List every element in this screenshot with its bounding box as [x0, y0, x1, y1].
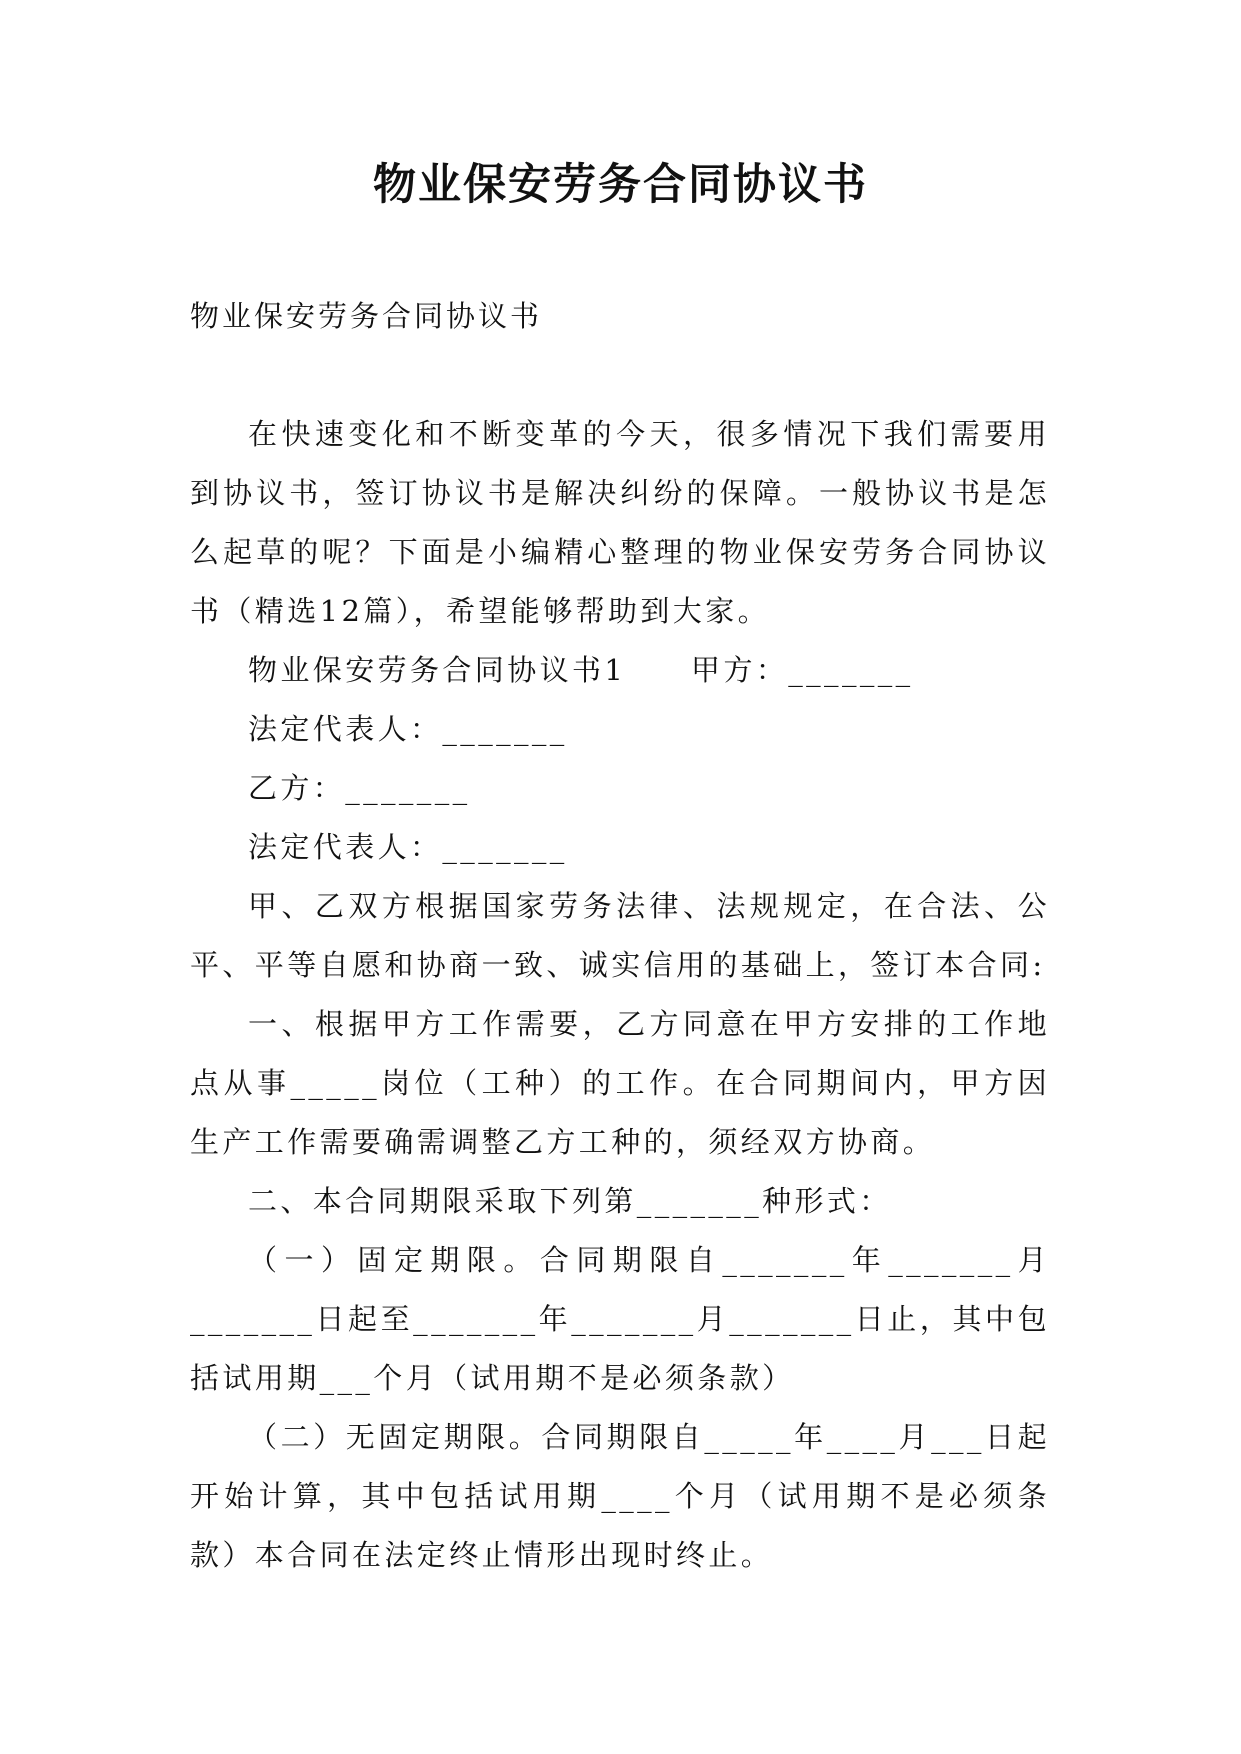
paragraph-party-b-rep: 法定代表人：_______: [248, 830, 568, 864]
paragraph-clause-2-1: （一）固定期限。合同期限自_______年_______月_______日起至_______年_______月_______日止，其中包括试用期___个月（试用期不是必须条款）: [190, 1243, 1050, 1395]
paragraph-clause-2: 二、本合同期限采取下列第_______种形式：: [248, 1184, 892, 1218]
paragraph-clause-1: 一、根据甲方工作需要，乙方同意在甲方安排的工作地点从事_____岗位（工种）的工作。在合同期间内，甲方因生产工作需要确需调整乙方工种的，须经双方协商。: [190, 1007, 1050, 1159]
document-subtitle: 物业保安劳务合同协议书: [190, 299, 543, 333]
paragraph-party-a-rep: 法定代表人：_______: [248, 712, 568, 746]
document-title: 物业保安劳务合同协议书: [373, 160, 868, 210]
document-body: [190, 405, 1050, 1585]
paragraph-intro: 在快速变化和不断变革的今天，很多情况下我们需要用到协议书，签订协议书是解决纠纷的保障。一般协议书是怎么起草的呢？下面是小编精心整理的物业保安劳务合同协议书（精选12篇），希望能够帮助到大家。: [190, 417, 1050, 628]
paragraph-preamble: 甲、乙双方根据国家劳务法律、法规规定，在合法、公平、平等自愿和协商一致、诚实信用的基础上，签订本合同:: [190, 889, 1050, 982]
paragraph-party-b: 乙方：_______: [248, 771, 471, 805]
paragraph-clause-2-2: （二）无固定期限。合同期限自_____年____月___日起开始计算，其中包括试用期____个月（试用期不是必须条款）本合同在法定终止情形出现时终止。: [190, 1420, 1050, 1572]
paragraph-party-a: 物业保安劳务合同协议书1 甲方：_______: [248, 653, 914, 687]
